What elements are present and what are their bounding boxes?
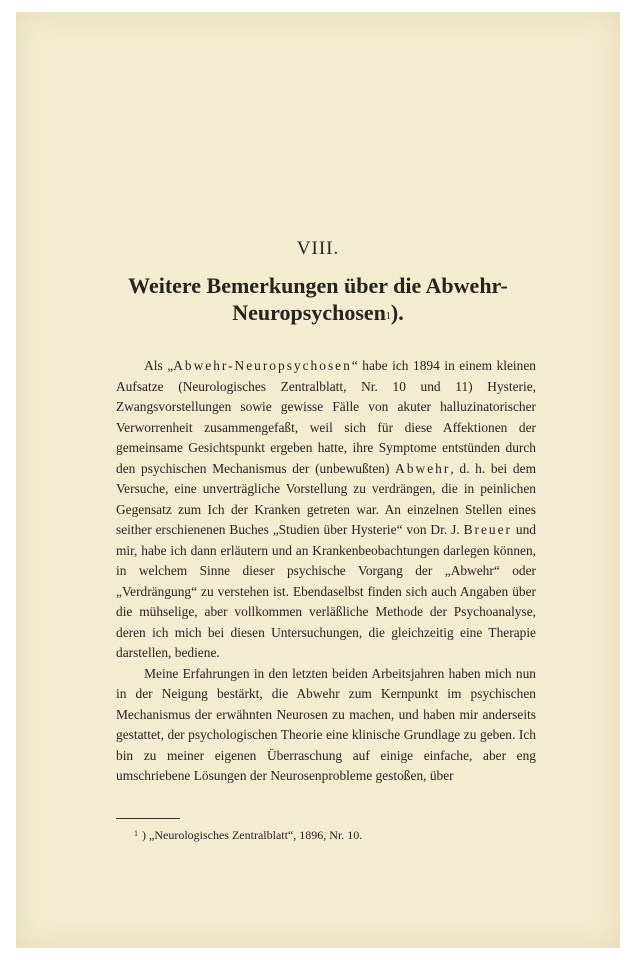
paragraph-1-part-1: Als „ [144,358,174,373]
chapter-title-line-2-tail: ). [390,300,404,325]
body-text [116,356,536,787]
paragraph-2: Meine Erfahrungen in den letzten beiden Arbeitsjahren haben mich nun in der Neigung bestärkt, die Abwehr zum Kernpunkt im psychischen Mechanismus der erwähnten Neurosen zu machen, und haben mir anderseits gestattet, der psychologischen Theorie eine klinische Grundlage zu geben. Ich bin zu meiner eigenen Überraschung auf einige einfache, aber eng umschriebene Lösungen der Neurosenprobleme gestoßen, über [116,665,536,783]
footnote-divider [116,818,180,819]
term-abwehr-neuropsychosen: Abwehr-Neuropsychosen [173,358,352,373]
chapter-title-line-2-text: Neuropsychosen [232,300,386,325]
footnote-text: „Neurologisches Zentralblatt“, 1896, Nr. 10. [149,828,363,842]
chapter-number: VIII. [296,238,340,259]
paragraph-1-part-3: , d. h. bei dem Versuche, eine unverträgliche Vorstellung zu verdrängen, die in peinlichen Gegensatz zum Ich der Kranken getreten war. An einzelnen Stellen eines seither erschienenen Buches „Studien über Hysterie“ von Dr. J. [116,460,536,537]
book-page [16,12,620,948]
chapter-title-line-1: Weitere Bemerkungen über die Abwehr- [128,273,508,298]
paragraph-1 [116,356,536,664]
footnote-reference: 1 [385,311,391,322]
paragraph-1-part-4: und mir, habe ich dann erläutern und an Krankenbeobachtungen darlegen können, in welchem Sinne dieser psychische Vorgang der „Abwehr“ oder „Verdrängung“ zu verstehen ist. Ebendaselbst finden sich auch Angaben über die mühselige, aber vollkommen verläßliche Methode der Psychoanalyse, deren ich mich bei diesen Untersuchungen, die gleichzeitig eine Therapie darstellen, bediene. [116,522,536,660]
footnote-marker-paren: ) [142,828,149,842]
footnote [134,827,514,843]
chapter-title [56,272,580,326]
paragraph-1-part-2: “ habe ich 1894 in einem kleinen Aufsatze (Neurologisches Zentralblatt, Nr. 10 und 11) Hysterie, Zwangsvorstellungen sowie gewisse Fälle von akuter halluzinatorischer Verworrenheit zusammengefaßt, weil sich für diese Affektionen der gemeinsame Gesichtspunkt ergeben hatte, ihre Symptome entstünden durch den psychischen Mechanismus der (unbewußten) [116,358,536,476]
name-breuer: Breuer [463,522,512,537]
term-abwehr: Abwehr [395,460,451,476]
footnote-marker: 1 [134,829,138,838]
chapter-title-line-2 [56,299,580,326]
